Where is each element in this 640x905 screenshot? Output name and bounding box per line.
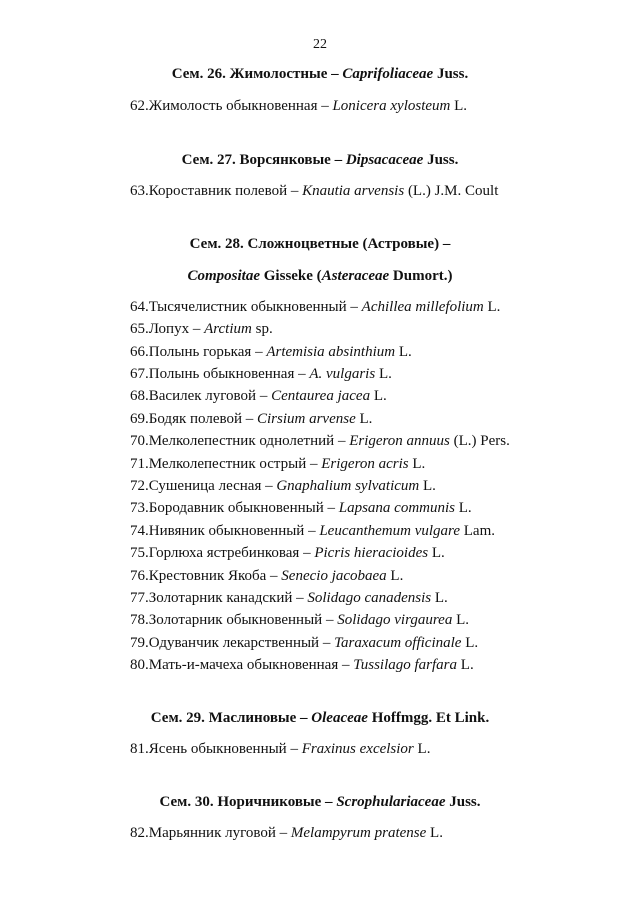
entry-author: L. (412, 456, 426, 472)
entry-author: (L.) J.M. Coult (407, 183, 499, 199)
species-entry-82: 82.Марьянник луговой – Melampyrum pratense L. (130, 825, 443, 841)
family-title: Сем. 30. Норичниковые – (159, 794, 333, 810)
entry-author: L. (398, 344, 412, 360)
entry-latin-name: Solidago virgaurea (337, 612, 453, 628)
entry-latin-name: Lapsana communis (338, 500, 455, 516)
species-entry-64: 64.Тысячелистник обыкновенный – Achillea millefolium L. (130, 299, 501, 315)
entry-number: 75. (130, 545, 149, 561)
entry-latin-name: A. vulgaris (309, 366, 376, 382)
family-latin-name: Dipsacaceae (345, 152, 424, 168)
species-entry-69: 69.Бодяк полевой – Cirsium arvense L. (130, 411, 373, 427)
family-author-alt: Dumort.) (392, 268, 453, 284)
entry-russian-name: Ясень обыкновенный (148, 741, 287, 757)
species-entry-72: 72.Сушеница лесная – Gnaphalium sylvaticum L. (130, 478, 436, 494)
entry-number: 72. (130, 478, 149, 494)
entry-author: (L.) Pers. (453, 433, 510, 449)
species-entry-78: 78.Золотарник обыкновенный – Solidago virgaurea L. (130, 612, 469, 628)
entry-latin-name: Taraxacum officinale (334, 635, 462, 651)
species-entry-68: 68.Василек луговой – Centaurea jacea L. (130, 388, 387, 404)
entry-russian-name: Полынь обыкновенная (148, 366, 295, 382)
species-entry-81: 81.Ясень обыкновенный – Fraxinus excelsior L. (130, 741, 431, 757)
entry-number: 62. (130, 98, 149, 114)
entry-latin-name: Leucanthemum vulgare (319, 523, 460, 539)
species-entry-76: 76.Крестовник Якоба – Senecio jacobaea L. (130, 568, 404, 584)
entry-number: 78. (130, 612, 149, 628)
family-latin-alt-name: Asteraceae (321, 268, 390, 284)
family-heading-30 (0, 794, 640, 811)
entry-number: 64. (130, 299, 149, 315)
entry-russian-name: Тысячелистник обыкновенный (148, 299, 347, 315)
entry-number: 70. (130, 433, 149, 449)
entry-author: L. (378, 366, 392, 382)
entry-latin-name: Erigeron acris (321, 456, 409, 472)
entry-russian-name: Мать-и-мачеха обыкновенная (148, 657, 339, 673)
entry-latin-name: Lonicera xylosteum (332, 98, 451, 114)
entry-latin-name: Solidago canadensis (307, 590, 432, 606)
entry-russian-name: Полынь горькая (148, 344, 252, 360)
entry-author: L. (487, 299, 501, 315)
entry-author: L. (417, 741, 431, 757)
entry-russian-name: Бородавник обыкновенный (148, 500, 324, 516)
family-title: Сем. 28. Сложноцветные (Астровые) – (189, 236, 451, 252)
family-heading-27 (0, 152, 640, 169)
species-entry-71: 71.Мелколепестник острый – Erigeron acris L. (130, 456, 426, 472)
entry-number: 77. (130, 590, 149, 606)
species-entry-80: 80.Мать-и-мачеха обыкновенная – Tussilago farfara L. (130, 657, 474, 673)
family-author: Hoffmgg. Et Link. (371, 710, 490, 726)
entry-author: L. (456, 612, 469, 628)
entry-russian-name: Василек луговой (148, 388, 257, 404)
entry-author: L. (373, 388, 387, 404)
family-title: Сем. 27. Ворсянковые – (181, 152, 343, 168)
entry-number: 66. (130, 344, 149, 360)
entry-russian-name: Мелколепестник острый (148, 456, 307, 472)
family-title: Сем. 29. Маслиновые – (150, 710, 308, 726)
species-entry-65: 65.Лопух – Arctium sp. (130, 321, 273, 337)
entry-number: 67. (130, 366, 149, 382)
species-entry-66: 66.Полынь горькая – Artemisia absinthium L. (130, 344, 412, 360)
entry-russian-name: Крестовник Якоба (148, 568, 267, 584)
entry-author: L. (359, 411, 373, 427)
family-title: Сем. 26. Жимолостные – (171, 66, 339, 82)
species-entry-70: 70.Мелколепестник однолетний – Erigeron annuus (L.) Pers. (130, 433, 510, 449)
page-number: 22 (313, 37, 327, 52)
entry-number: 68. (130, 388, 149, 404)
entry-russian-name: Жимолость обыкновенная (148, 98, 318, 114)
entry-latin-name: Gnaphalium sylvaticum (276, 478, 420, 494)
entry-number: 81. (130, 741, 149, 757)
family-author: Juss. (427, 152, 459, 168)
species-entry-77: 77.Золотарник канадский – Solidago canadensis L. (130, 590, 448, 606)
entry-latin-name: Achillea millefolium (361, 299, 484, 315)
entry-number: 65. (130, 321, 149, 337)
entry-number: 82. (130, 825, 149, 841)
species-entry-74: 74.Нивяник обыкновенный – Leucanthemum vulgare Lam. (130, 523, 495, 539)
entry-author: L. (460, 657, 474, 673)
entry-number: 80. (130, 657, 149, 673)
family-latin-name: Scrophulariaceae (336, 794, 446, 810)
entry-author: L. (430, 825, 443, 841)
entry-author: Lam. (463, 523, 495, 539)
entry-number: 74. (130, 523, 149, 539)
entry-latin-name: Melampyrum pratense (290, 825, 427, 841)
entry-russian-name: Марьянник луговой (148, 825, 276, 841)
species-entry-79: 79.Одуванчик лекарственный – Taraxacum officinale L. (130, 635, 479, 651)
family-author: Juss. (449, 794, 481, 810)
entry-number: 73. (130, 500, 149, 516)
entry-russian-name: Мелколепестник однолетний (148, 433, 335, 449)
family-heading-26 (0, 66, 640, 83)
entry-russian-name: Короставник полевой (148, 183, 288, 199)
entry-latin-name: Fraxinus excelsior (301, 741, 414, 757)
entry-author: L. (454, 98, 468, 114)
entry-russian-name: Нивяник обыкновенный (148, 523, 305, 539)
entry-author: sp. (255, 321, 273, 337)
entry-author: L. (390, 568, 404, 584)
entry-latin-name: Erigeron annuus (349, 433, 450, 449)
entry-russian-name: Бодяк полевой (148, 411, 242, 427)
entry-latin-name: Senecio jacobaea (281, 568, 387, 584)
family-heading-28-line2 (0, 268, 640, 285)
species-entry-73: 73.Бородавник обыкновенный – Lapsana communis L. (130, 500, 472, 516)
entry-russian-name: Золотарник канадский (148, 590, 293, 606)
family-latin-name: Caprifoliaceae (342, 66, 434, 82)
entry-author: L. (431, 545, 445, 561)
entry-author: L. (465, 635, 479, 651)
family-heading-28-line1 (0, 236, 640, 253)
family-heading-29 (0, 710, 640, 727)
entry-number: 63. (130, 183, 149, 199)
entry-russian-name: Одуванчик лекарственный (148, 635, 320, 651)
entry-author: L. (458, 500, 472, 516)
entry-number: 69. (130, 411, 149, 427)
family-author: Juss. (436, 66, 469, 82)
entry-author: L. (423, 478, 436, 494)
entry-russian-name: Горлюха ястребинковая (148, 545, 300, 561)
entry-latin-name: Knautia arvensis (302, 183, 405, 199)
entry-latin-name: Tussilago farfara (353, 657, 458, 673)
species-entry-67: 67.Полынь обыкновенная – A. vulgaris L. (130, 366, 392, 382)
entry-russian-name: Лопух (148, 321, 190, 337)
entry-latin-name: Cirsium arvense (256, 411, 356, 427)
entry-russian-name: Золотарник обыкновенный (148, 612, 323, 628)
species-entry-63: 63.Короставник полевой – Knautia arvensis (L.) J.M. Coult (130, 183, 499, 199)
entry-russian-name: Сушеница лесная (148, 478, 262, 494)
entry-number: 76. (130, 568, 149, 584)
species-entry-75: 75.Горлюха ястребинковая – Picris hieracioides L. (130, 545, 445, 561)
entry-latin-name: Arctium (204, 321, 252, 337)
family-latin-name: Oleaceae (311, 710, 368, 726)
entry-author: L. (434, 590, 448, 606)
family-author: Gisseke ( (263, 268, 322, 284)
entry-latin-name: Picris hieracioides (314, 545, 429, 561)
entry-latin-name: Artemisia absinthium (266, 344, 396, 360)
family-latin-name: Compositae (187, 268, 261, 284)
entry-number: 71. (130, 456, 149, 472)
species-entry-62: 62.Жимолость обыкновенная – Lonicera xylosteum L. (130, 98, 468, 114)
entry-latin-name: Centaurea jacea (271, 388, 371, 404)
entry-number: 79. (130, 635, 149, 651)
